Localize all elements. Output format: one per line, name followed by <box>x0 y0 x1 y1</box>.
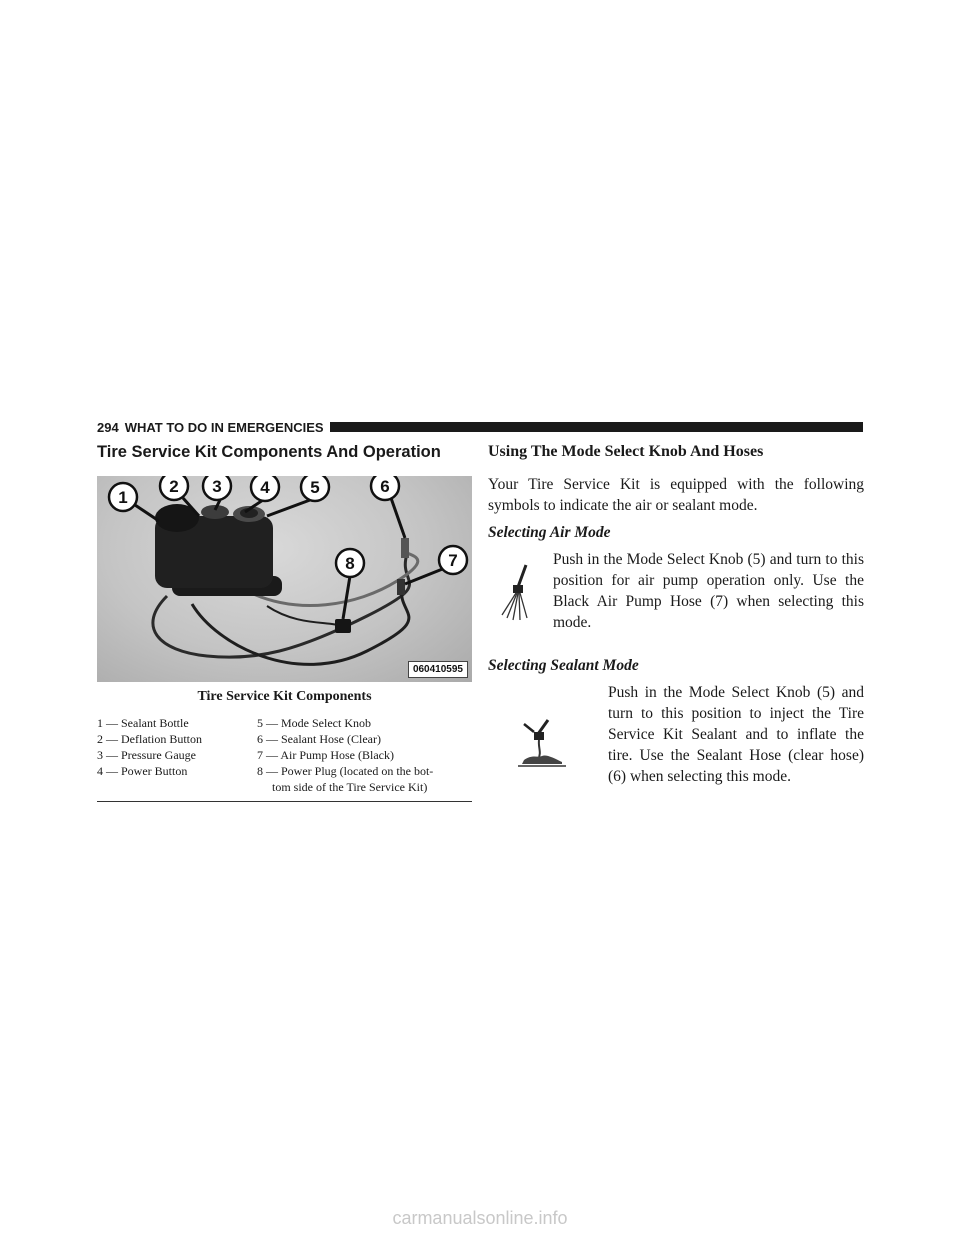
legend-item <box>97 779 257 795</box>
callout-8: 8 <box>345 554 355 573</box>
air-mode-icon <box>496 563 540 623</box>
legend-item: tom side of the Tire Service Kit) <box>272 780 428 794</box>
callout-2: 2 <box>169 477 179 496</box>
figure-code: 060410595 <box>408 661 468 678</box>
mode-knob-heading: Using The Mode Select Knob And Hoses <box>488 443 764 460</box>
legend-item: 5 — Mode Select Knob <box>257 716 371 730</box>
components-heading: Tire Service Kit Components And Operation <box>97 443 441 461</box>
page-number: 294 <box>97 419 119 435</box>
air-mode-heading: Selecting Air Mode <box>488 524 611 541</box>
legend-item: 4 — Power Button <box>97 764 188 778</box>
intro-paragraph: Your Tire Service Kit is equipped with the following symbols to indicate the air or sealant mode. <box>488 476 864 514</box>
legend-item: 3 — Pressure Gauge <box>97 748 196 762</box>
kit-illustration <box>97 476 472 682</box>
callout-4: 4 <box>260 478 270 497</box>
kit-photo <box>97 476 472 682</box>
legend-divider <box>97 801 472 802</box>
legend-item: 2 — Deflation Button <box>97 732 202 746</box>
sealant-mode-heading: Selecting Sealant Mode <box>488 657 639 674</box>
page-header <box>97 418 863 436</box>
sealant-mode-block <box>488 682 864 792</box>
legend-item: 8 — Power Plug (located on the bot- <box>257 764 434 778</box>
callout-3: 3 <box>212 477 222 496</box>
section-title: WHAT TO DO IN EMERGENCIES <box>124 419 324 435</box>
callout-6: 6 <box>380 477 390 496</box>
left-column <box>97 440 472 802</box>
callout-1: 1 <box>118 488 128 507</box>
callout-5: 5 <box>310 478 320 497</box>
component-legend <box>97 715 472 795</box>
watermark: carmanualsonline.info <box>392 1208 568 1228</box>
sealant-mode-text: Push in the Mode Select Knob (5) and turn to this position to inject the Tire Service Kit Sealant and to inflate the tire. Use the Sealant Hose (clear hose) (6) when selecting this mode. <box>608 684 864 785</box>
callout-7: 7 <box>448 551 458 570</box>
header-rule <box>330 422 863 432</box>
legend-item: 1 — Sealant Bottle <box>97 716 189 730</box>
air-mode-text: Push in the Mode Select Knob (5) and turn to this position for air pump operation only. Use the Black Air Pump Hose (7) when selecting this mode. <box>553 551 864 631</box>
figure-caption: Tire Service Kit Components <box>197 689 372 704</box>
air-mode-block <box>488 549 864 649</box>
sealant-mode-icon <box>516 718 570 770</box>
right-column <box>488 440 864 792</box>
legend-item: 7 — Air Pump Hose (Black) <box>257 748 394 762</box>
legend-item: 6 — Sealant Hose (Clear) <box>257 732 381 746</box>
